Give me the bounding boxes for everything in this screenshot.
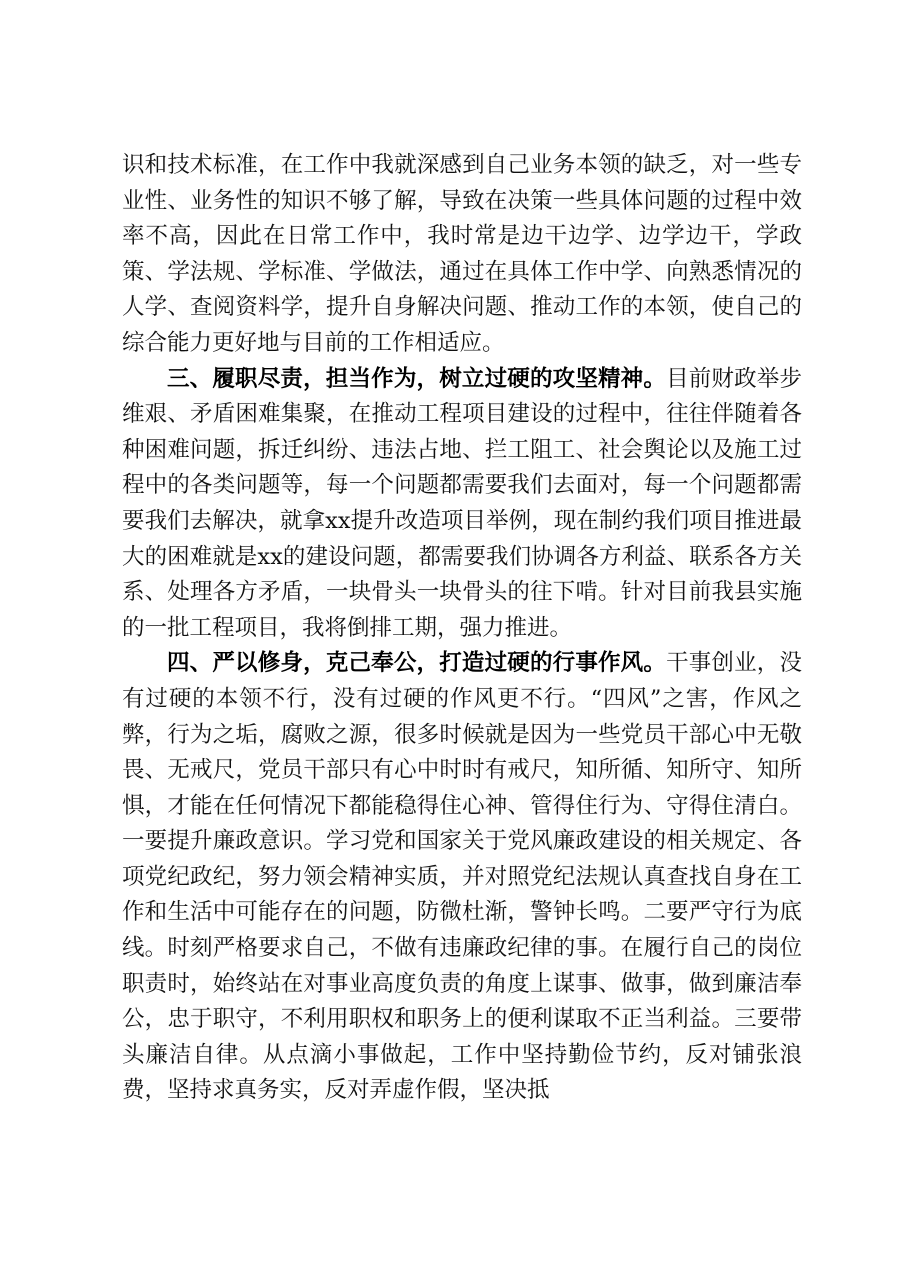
paragraph-continuation — [122, 148, 802, 362]
paragraph-body: 干事创业，没有过硬的本领不行，没有过硬的作风更不行。“四风”之害，作风之弊，行为之垢，腐败之源，很多时候就是因为一些党员干部心中无敬畏、无戒尺，党员干部只有心中时时有戒尺，知所循、知所守、知所惧，才能在任何情况下都能稳得住心神、管得住行为、守得住清白。一要提升廉政意识。学习党和国家关于党风廉政建设的相关规定、各项党纪政纪，努力领会精神实质，并对照党纪法规认真查找自身在工作和生活中可能存在的问题，防微杜渐，警钟长鸣。二要严守行为底线。时刻严格要求自己，不做有违廉政纪律的事。在履行自己的岗位职责时，始终站在对事业高度负责的角度上谋事、做事，做到廉洁奉公，忠于职守，不利用职权和职务上的便利谋取不正当利益。三要带头廉洁自律。从点滴小事做起，工作中坚持勤俭节约，反对铺张浪费，坚持求真务实，反对弄虚作假，坚决抵 — [122, 650, 802, 1104]
paragraph-section-four — [122, 646, 802, 1109]
section-heading: 四、严以修身，克己奉公，打造过硬的行事作风。 — [167, 650, 667, 677]
paragraph-body: 目前财政举步维艰、矛盾困难集聚，在推动工程项目建设的过程中，往往伴随着各种困难问题，拆迁纠纷、违法占地、拦工阻工、社会舆论以及施工过程中的各类问题等，每一个问题都需要我们去面对，每一个问题都需要我们去解决，就拿xx提升改造项目举例，现在制约我们项目推进最大的困难就是xx的建设问题，都需要我们协调各方利益、联系各方关系、处理各方矛盾，一块骨头一块骨头的往下啃。针对目前我县实施的一批工程项目，我将倒排工期，强力推进。 — [122, 365, 802, 641]
paragraph-body: 识和技术标准，在工作中我就深感到自己业务本领的缺乏，对一些专业性、业务性的知识不够了解，导致在决策一些具体问题的过程中效率不高，因此在日常工作中，我时常是边干边学、边学边干，学政策、学法规、学标准、学做法，通过在具体工作中学、向熟悉情况的人学、查阅资料学，提升自身解决问题、推动工作的本领，使自己的综合能力更好地与目前的工作相适应。 — [122, 152, 802, 356]
paragraph-section-three — [122, 362, 802, 647]
section-heading: 三、履职尽责，担当作为，树立过硬的攻坚精神。 — [167, 365, 667, 392]
document-body — [122, 148, 802, 1109]
